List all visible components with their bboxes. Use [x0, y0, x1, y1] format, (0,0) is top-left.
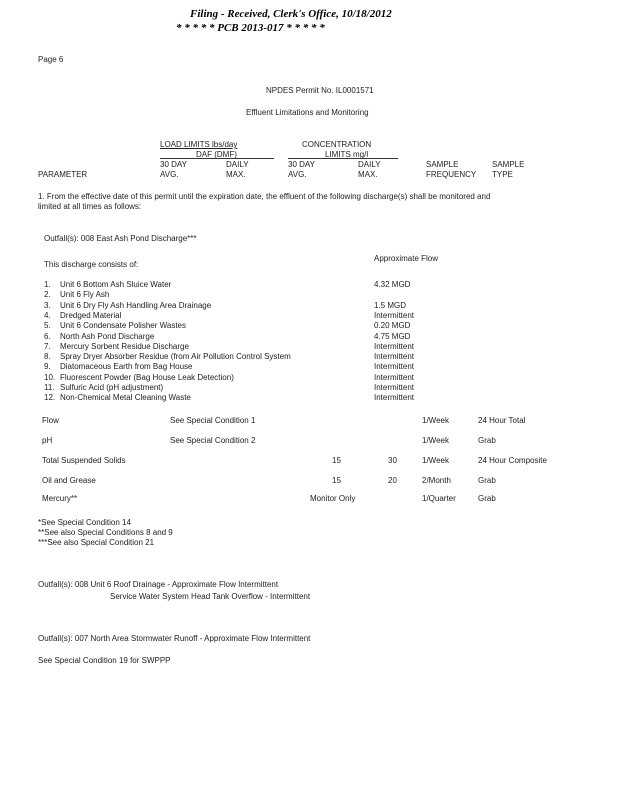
component-flow: Intermittent — [374, 352, 415, 362]
component-flow: Intermittent — [374, 372, 415, 382]
component-name: Non-Chemical Metal Cleaning Waste — [60, 393, 191, 403]
param-name: Flow — [42, 416, 59, 425]
header-avg-conc: AVG. — [288, 170, 307, 179]
param-sample-type: Grab — [478, 494, 496, 503]
component-number: 9. — [44, 362, 51, 372]
header-max-load: MAX. — [226, 170, 246, 179]
header-limits-mgl: LIMITS mg/l — [325, 150, 369, 159]
component-number: 11. — [44, 383, 55, 392]
param-name: pH — [42, 436, 53, 445]
section-title: Effluent Limitations and Monitoring — [246, 108, 369, 117]
param-name: Mercury** — [42, 494, 78, 503]
param-max: 20 — [388, 476, 397, 485]
component-number: 1. — [44, 280, 51, 289]
outfall-008-heading: Outfall(s): 008 East Ash Pond Discharge*** — [44, 234, 197, 243]
header-sample-2: SAMPLE — [492, 160, 525, 169]
component-number: 4. — [44, 310, 51, 320]
component-number: 5. — [44, 321, 51, 331]
header-max-conc: MAX. — [358, 170, 378, 179]
component-name: Unit 6 Fly Ash — [60, 290, 110, 300]
param-frequency: 1/Week — [422, 436, 449, 445]
outfall-007: Outfall(s): 007 North Area Stormwater Runoff - Approximate Flow Intermittent — [38, 634, 311, 643]
component-name: Spray Dryer Absorber Residue (from Air Pollution Control System — [60, 352, 291, 362]
param-frequency: 1/Quarter — [422, 494, 456, 503]
footnote-2: **See also Special Conditions 8 and 9 — [38, 528, 173, 537]
component-number: 2. — [44, 290, 51, 300]
header-30day-load: 30 DAY — [160, 160, 187, 169]
param-frequency: 2/Month — [422, 476, 451, 485]
component-name: Unit 6 Condensate Polisher Wastes — [60, 321, 186, 331]
header-type: TYPE — [492, 170, 513, 179]
outfall-008-service: Service Water System Head Tank Overflow - Intermittent — [110, 592, 311, 601]
param-frequency: 1/Week — [422, 416, 449, 425]
component-flow: Intermittent — [374, 393, 415, 403]
approx-flow-heading: Approximate Flow — [374, 254, 439, 263]
rule-conc — [288, 158, 398, 159]
permit-number: NPDES Permit No. IL0001571 — [266, 86, 374, 95]
param-note: See Special Condition 2 — [170, 436, 256, 445]
consists-of-label: This discharge consists of: — [44, 260, 139, 269]
component-flow: 0.20 MGD — [374, 321, 411, 331]
swppp-note: See Special Condition 19 for SWPPP — [38, 656, 171, 665]
outfall-008-roof: Outfall(s): 008 Unit 6 Roof Drainage - Approximate Flow Intermittent — [38, 580, 279, 589]
header-sample: SAMPLE — [426, 160, 459, 169]
header-daily-load: DAILY — [226, 160, 249, 169]
param-max: 30 — [388, 456, 397, 465]
intro-line-1: 1. From the effective date of this permit until the expiration date, the effluent of the following discharge(s) shall be monitored and — [38, 192, 491, 201]
header-daily-conc: DAILY — [358, 160, 381, 169]
component-name: Unit 6 Bottom Ash Sluice Water — [60, 280, 172, 289]
component-flow: 4.75 MGD — [374, 331, 411, 341]
param-note: Monitor Only — [310, 494, 356, 503]
component-flow: Intermittent — [374, 341, 415, 351]
header-load-limits: LOAD LIMITS lbs/day — [160, 140, 238, 149]
component-flow: Intermittent — [374, 362, 415, 372]
header-concentration: CONCENTRATION — [302, 140, 372, 149]
footnote-1: *See Special Condition 14 — [38, 518, 131, 527]
filing-stamp-line2: * * * * * PCB 2013-017 * * * * * — [176, 22, 325, 34]
footnote-3: ***See also Special Condition 21 — [38, 538, 155, 547]
param-avg: 15 — [332, 476, 341, 485]
header-30day-conc: 30 DAY — [288, 160, 315, 169]
param-name: Total Suspended Solids — [42, 456, 126, 465]
header-daf: DAF (DMF) — [196, 150, 237, 159]
component-name: Diatomaceous Earth from Bag House — [60, 362, 193, 372]
component-name: North Ash Pond Discharge — [60, 331, 155, 341]
page-label: Page 6 — [38, 55, 64, 64]
intro-line-2: limited at all times as follows: — [38, 202, 142, 211]
component-flow: Intermittent — [374, 310, 415, 320]
param-name: Oil and Grease — [42, 476, 96, 485]
component-number: 3. — [44, 300, 51, 310]
component-flow: Intermittent — [374, 383, 415, 392]
param-avg: 15 — [332, 456, 341, 465]
param-sample-type: 24 Hour Total — [478, 416, 526, 425]
param-sample-type: Grab — [478, 476, 496, 485]
filing-stamp-line1: Filing - Received, Clerk's Office, 10/18/2012 — [190, 8, 392, 20]
header-frequency: FREQUENCY — [426, 170, 477, 179]
header-parameter: PARAMETER — [38, 170, 88, 179]
component-name: Unit 6 Dry Fly Ash Handling Area Drainage — [60, 300, 212, 310]
component-flow: 4.32 MGD — [374, 280, 411, 289]
component-name: Sulfuric Acid (pH adjustment) — [60, 383, 164, 392]
param-sample-type: Grab — [478, 436, 496, 445]
component-name: Fluorescent Powder (Bag House Leak Detection) — [60, 372, 234, 382]
component-number: 10. — [44, 372, 56, 382]
header-avg-load: AVG. — [160, 170, 179, 179]
component-number: 6. — [44, 331, 51, 341]
rule-load — [160, 158, 274, 159]
component-name: Mercury Sorbent Residue Discharge — [60, 341, 189, 351]
component-number: 8. — [44, 352, 51, 362]
component-name: Dredged Material — [60, 310, 122, 320]
component-number: 12. — [44, 393, 56, 403]
param-sample-type: 24 Hour Composite — [478, 456, 547, 465]
param-note: See Special Condition 1 — [170, 416, 256, 425]
param-frequency: 1/Week — [422, 456, 449, 465]
component-flow: 1.5 MGD — [374, 300, 407, 310]
component-number: 7. — [44, 341, 51, 351]
